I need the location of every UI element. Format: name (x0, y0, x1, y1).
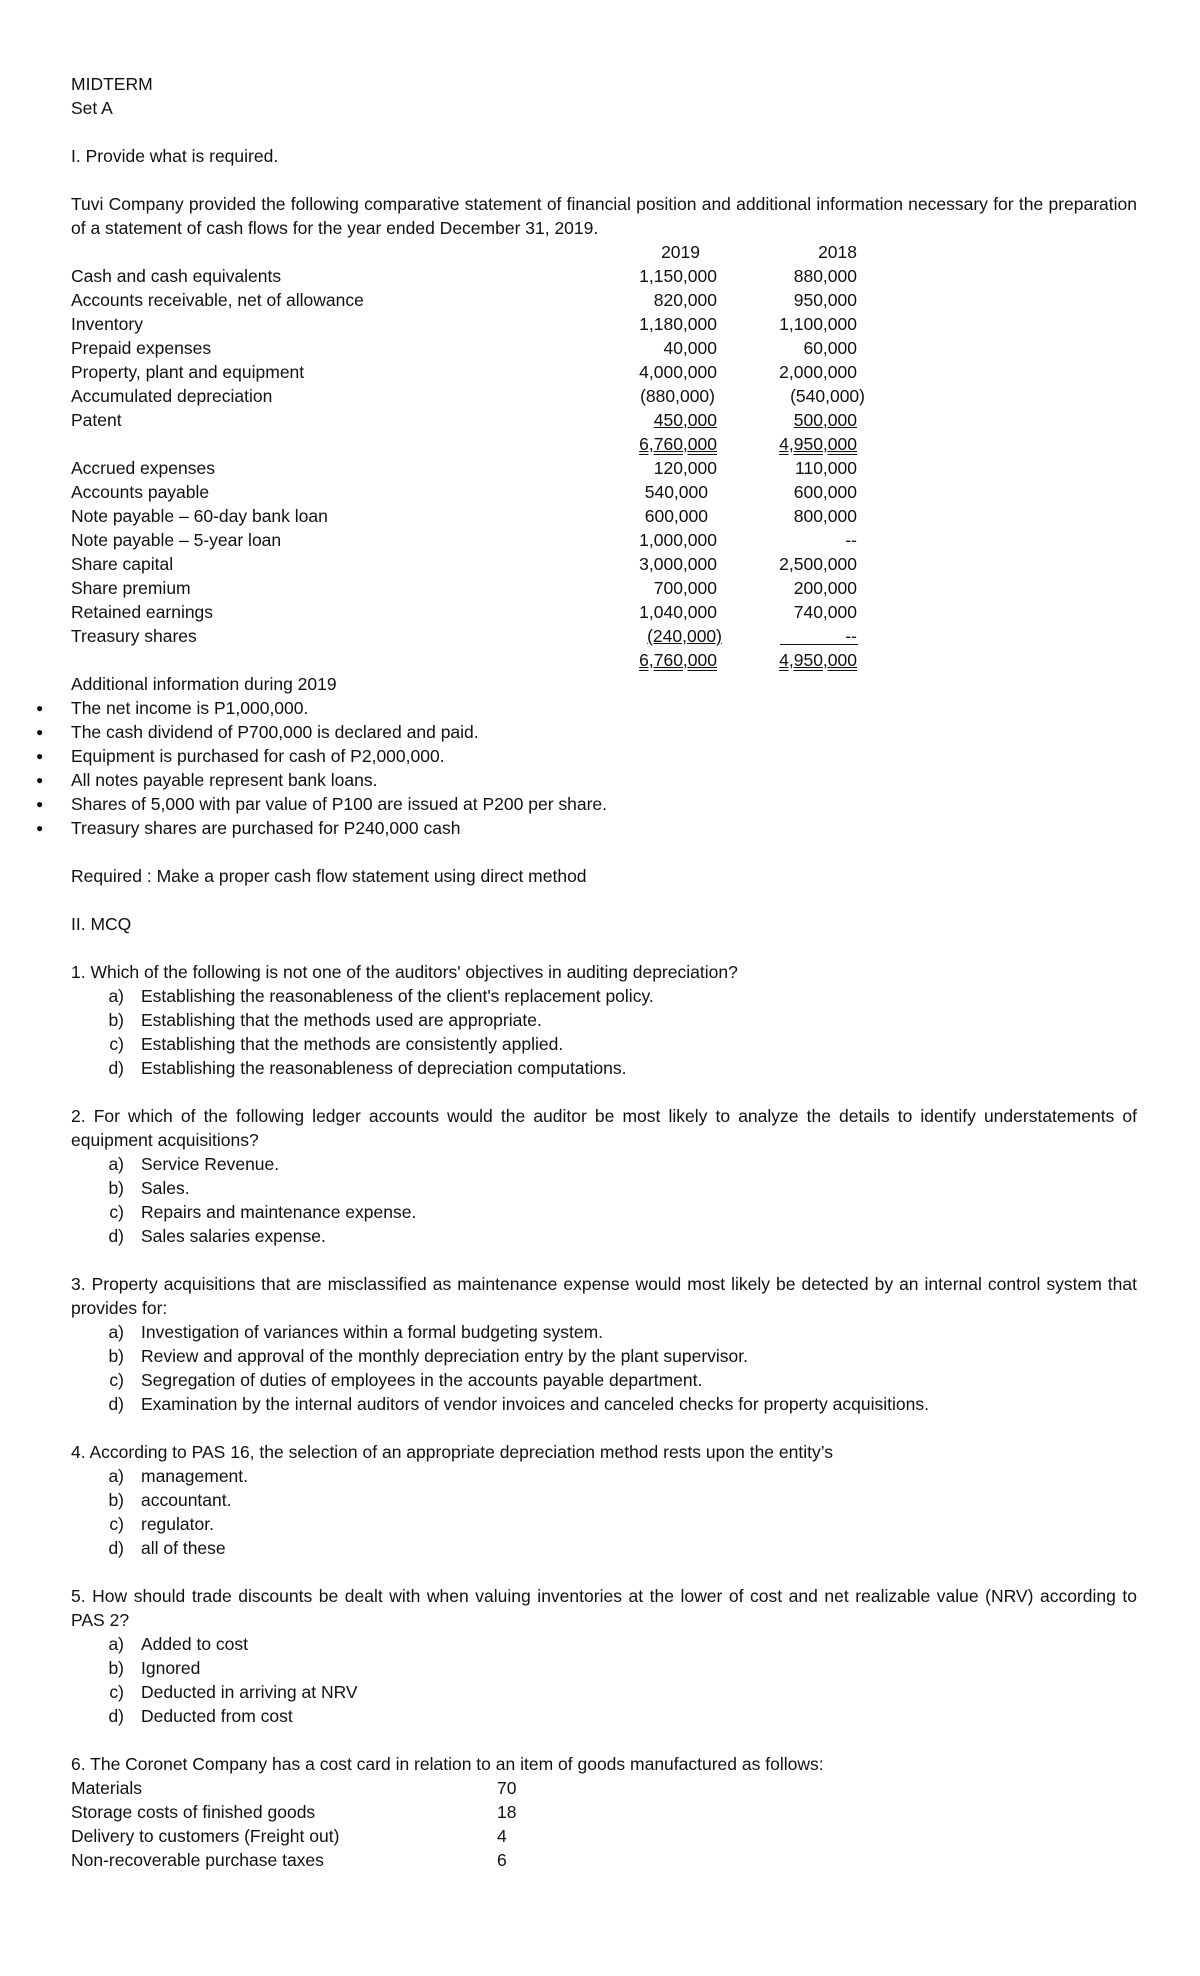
question-3: 3. Property acquisitions that are misclassified as maintenance expense would most likely be detected by an internal control system that provides for: (71, 1274, 1137, 1318)
option-text: Establishing that the methods are consistently applied. (141, 1034, 564, 1054)
question-4: 4. According to PAS 16, the selection of an appropriate depreciation method rests upon the entity’s (71, 1442, 834, 1462)
cost-item-value: 70 (497, 1778, 517, 1798)
cost-item-value: 6 (497, 1850, 507, 1870)
section-two-heading: II. MCQ (71, 914, 132, 934)
row-label: Prepaid expenses (71, 338, 212, 358)
row-value-2018: 60,000 (803, 338, 857, 358)
cost-item-label: Materials (71, 1778, 142, 1798)
option-text: Added to cost (141, 1634, 249, 1654)
column-header-2019: 2019 (661, 242, 700, 262)
row-value-2018: 2,500,000 (779, 554, 857, 574)
option-text: Sales. (141, 1178, 190, 1198)
option-letter: d) (108, 1226, 124, 1246)
option-text: Establishing that the methods used are appropriate. (141, 1010, 542, 1030)
row-value-2019: 40,000 (663, 338, 717, 358)
cost-item-label: Delivery to customers (Freight out) (71, 1826, 340, 1846)
option-text: Establishing the reasonableness of depreciation computations. (141, 1058, 627, 1078)
question-6: 6. The Coronet Company has a cost card in relation to an item of goods manufactured as follows: (71, 1754, 824, 1774)
option-text: Establishing the reasonableness of the client's replacement policy. (141, 986, 654, 1006)
total-assets-2019: 6,760,000 (639, 434, 717, 454)
row-label: Patent (71, 410, 122, 430)
row-label: Note payable – 5-year loan (71, 530, 282, 550)
option-letter: a) (108, 1322, 124, 1342)
question-2: 2. For which of the following ledger accounts would the auditor be most likely to analyze the details to identify understatements of equipment acquisitions? (71, 1106, 1137, 1150)
row-value-2019: 120,000 (653, 458, 717, 478)
row-label: Accumulated depreciation (71, 386, 273, 406)
option-letter: c) (109, 1514, 124, 1534)
option-letter: c) (109, 1370, 124, 1390)
cost-item-label: Non-recoverable purchase taxes (71, 1850, 324, 1870)
additional-info-heading: Additional information during 2019 (71, 674, 337, 694)
total-liabilities-equity-2019: 6,760,000 (639, 650, 717, 670)
row-value-2018: 500,000 (793, 410, 857, 430)
question-1: 1. Which of the following is not one of the auditors' objectives in auditing depreciation? (71, 962, 738, 982)
row-value-2019: 600,000 (644, 506, 708, 526)
option-text: management. (141, 1466, 249, 1486)
row-value-2019: 1,180,000 (639, 314, 717, 334)
list-item: Shares of 5,000 with par value of P100 are issued at P200 per share. (71, 794, 608, 814)
list-item: Equipment is purchased for cash of P2,000,000. (71, 746, 445, 766)
exam-set: Set A (71, 98, 113, 118)
option-letter: d) (108, 1706, 124, 1726)
row-label: Accrued expenses (71, 458, 215, 478)
option-text: Service Revenue. (141, 1154, 280, 1174)
row-label: Share capital (71, 554, 174, 574)
option-letter: b) (108, 1178, 124, 1198)
option-letter: c) (109, 1682, 124, 1702)
row-value-2019: (240,000) (647, 626, 722, 646)
option-text: Segregation of duties of employees in the accounts payable department. (141, 1370, 703, 1390)
option-text: regulator. (141, 1514, 214, 1534)
cost-item-value: 4 (497, 1826, 507, 1846)
option-text: Review and approval of the monthly depreciation entry by the plant supervisor. (141, 1346, 749, 1366)
column-header-2018: 2018 (818, 242, 857, 262)
row-value-2018: -- (845, 530, 857, 550)
row-value-2018: (540,000) (790, 386, 865, 406)
option-letter: b) (108, 1010, 124, 1030)
row-label: Cash and cash equivalents (71, 266, 282, 286)
option-letter: a) (108, 1154, 124, 1174)
row-label: Note payable – 60-day bank loan (71, 506, 328, 526)
bullet-icon: ● (36, 797, 44, 811)
row-value-2019: (880,000) (640, 386, 715, 406)
option-letter: a) (108, 1466, 124, 1486)
row-value-2018: 800,000 (793, 506, 857, 526)
option-letter: d) (108, 1538, 124, 1558)
row-value-2018: 2,000,000 (779, 362, 857, 382)
option-letter: b) (108, 1658, 124, 1678)
option-letter: d) (108, 1394, 124, 1414)
option-text: Examination by the internal auditors of vendor invoices and canceled checks for property acquisitions. (141, 1394, 929, 1414)
option-letter: b) (108, 1490, 124, 1510)
list-item: Treasury shares are purchased for P240,000 cash (71, 818, 461, 838)
row-value-2018: 200,000 (793, 578, 857, 598)
bullet-icon: ● (36, 749, 44, 763)
option-letter: a) (108, 986, 124, 1006)
bullet-icon: ● (36, 773, 44, 787)
row-value-2018: 110,000 (795, 458, 857, 478)
row-value-2019: 700,000 (653, 578, 717, 598)
required-instruction: Required : Make a proper cash flow statement using direct method (71, 866, 587, 886)
row-value-2018: 950,000 (793, 290, 857, 310)
section-one-heading: I. Provide what is required. (71, 146, 279, 166)
row-value-2019: 4,000,000 (639, 362, 717, 382)
option-text: accountant. (141, 1490, 232, 1510)
question-5: 5. How should trade discounts be dealt with when valuing inventories at the lower of cost and net realizable value (NRV) according to PAS 2? (71, 1586, 1137, 1630)
bullet-icon: ● (36, 725, 44, 739)
row-label: Accounts receivable, net of allowance (71, 290, 364, 310)
option-letter: c) (109, 1202, 124, 1222)
row-label: Retained earnings (71, 602, 214, 622)
row-value-2019: 820,000 (653, 290, 717, 310)
row-value-2018: 880,000 (793, 266, 857, 286)
cost-item-value: 18 (497, 1802, 517, 1822)
underline-rule (780, 644, 858, 645)
option-text: Sales salaries expense. (141, 1226, 326, 1246)
option-text: Ignored (141, 1658, 201, 1678)
row-value-2018: 1,100,000 (779, 314, 857, 334)
row-value-2018: 740,000 (793, 602, 857, 622)
option-letter: d) (108, 1058, 124, 1078)
row-value-2019: 540,000 (644, 482, 708, 502)
row-value-2019: 450,000 (653, 410, 717, 430)
row-value-2018: 600,000 (793, 482, 857, 502)
option-letter: b) (108, 1346, 124, 1366)
option-text: Investigation of variances within a formal budgeting system. (141, 1322, 604, 1342)
option-letter: a) (108, 1634, 124, 1654)
list-item: All notes payable represent bank loans. (71, 770, 378, 790)
total-liabilities-equity-2018: 4,950,000 (779, 650, 857, 670)
cost-item-label: Storage costs of finished goods (71, 1802, 316, 1822)
option-text: Deducted from cost (141, 1706, 293, 1726)
section-one-intro: Tuvi Company provided the following comparative statement of financial position and additional information necessary for the preparation of a statement of cash flows for the year ended December 31, 2019. (71, 194, 1137, 238)
row-label: Treasury shares (71, 626, 197, 646)
row-value-2019: 1,040,000 (639, 602, 717, 622)
exam-title: MIDTERM (71, 74, 153, 94)
row-label: Accounts payable (71, 482, 210, 502)
row-value-2019: 1,000,000 (639, 530, 717, 550)
row-value-2019: 1,150,000 (639, 266, 717, 286)
row-value-2019: 3,000,000 (639, 554, 717, 574)
row-label: Share premium (71, 578, 191, 598)
row-label: Inventory (71, 314, 143, 334)
option-text: Repairs and maintenance expense. (141, 1202, 417, 1222)
list-item: The cash dividend of P700,000 is declared and paid. (71, 722, 479, 742)
list-item: The net income is P1,000,000. (71, 698, 309, 718)
row-value-2018: -- (845, 626, 857, 646)
option-text: Deducted in arriving at NRV (141, 1682, 358, 1702)
row-label: Property, plant and equipment (71, 362, 305, 382)
option-text: all of these (141, 1538, 226, 1558)
total-assets-2018: 4,950,000 (779, 434, 857, 454)
option-letter: c) (109, 1034, 124, 1054)
bullet-icon: ● (36, 701, 44, 715)
bullet-icon: ● (36, 821, 44, 835)
